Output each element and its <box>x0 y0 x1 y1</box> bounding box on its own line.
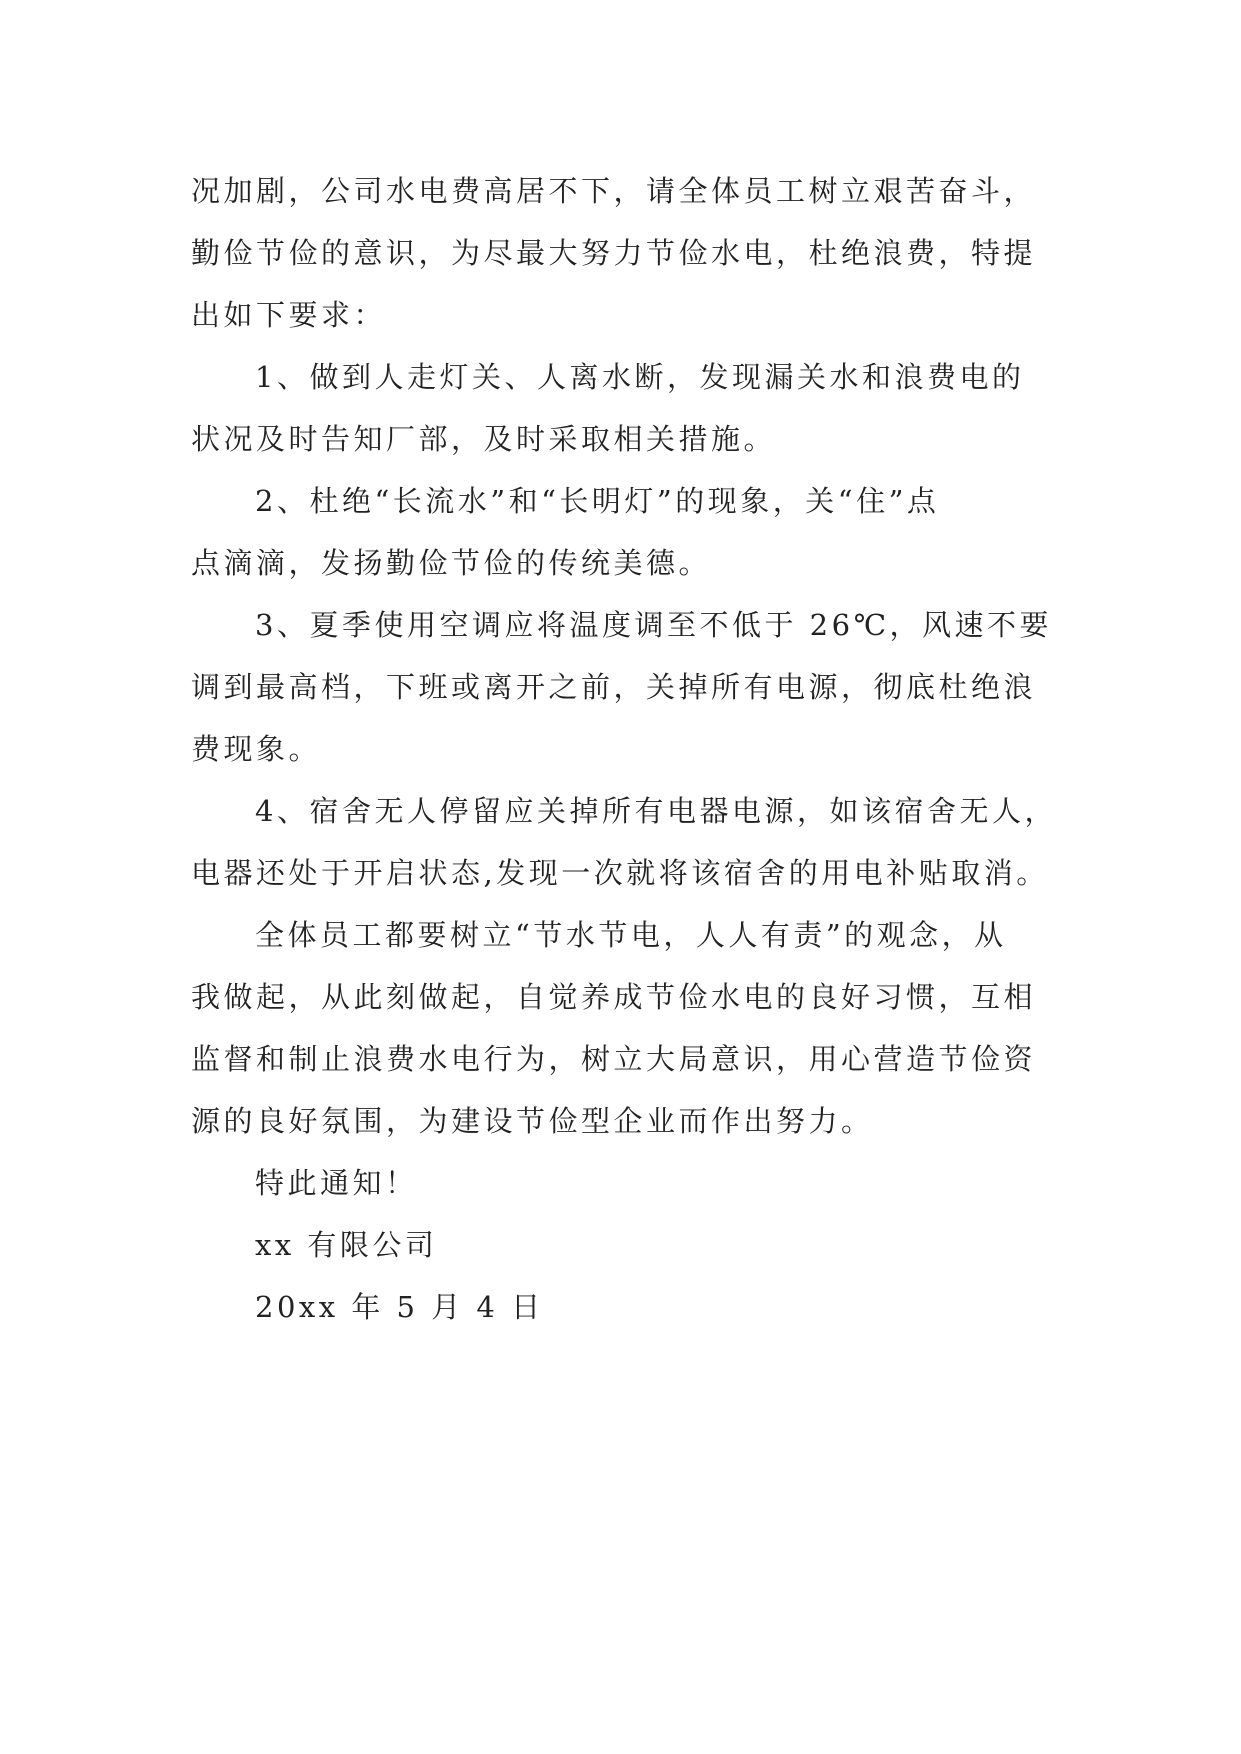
text-line: 状况及时告知厂部，及时采取相关措施。 <box>191 422 777 456</box>
text-line: 源的良好氛围，为建设节俭型企业而作出努力。 <box>191 1104 874 1138</box>
requirement-3-continuation <box>191 656 1051 780</box>
text-line: 20xx 年 5 月 4 日 <box>255 1290 544 1324</box>
text-line: 1、做到人走灯关、人离水断，发现漏关水和浪费电的 <box>255 360 1025 394</box>
document-body <box>191 160 1057 1338</box>
requirement-1-paragraph <box>191 346 1051 408</box>
text-line: 勤俭节俭的意识，为尽最大努力节俭水电，杜绝浪费，特提 <box>191 236 1037 270</box>
text-line: 况加剧，公司水电费高居不下，请全体员工树立艰苦奋斗， <box>191 174 1037 208</box>
text-line: 我做起，从此刻做起，自觉养成节俭水电的良好习惯，互相 <box>191 980 1037 1014</box>
requirement-1-continuation <box>191 408 1051 470</box>
text-line: 调到最高档，下班或离开之前，关掉所有电源，彻底杜绝浪 <box>191 670 1037 704</box>
text-line: 3、夏季使用空调应将温度调至不低于 26℃，风速不要 <box>255 608 1053 642</box>
text-line: 4、宿舍无人停留应关掉所有电器电源，如该宿舍无人， <box>255 794 1057 828</box>
text-line: 出如下要求： <box>191 298 387 332</box>
text-line: 全体员工都要树立“节水节电，人人有责”的观念，从 <box>255 918 1007 952</box>
text-line: 点滴滴，发扬勤俭节俭的传统美德。 <box>191 546 712 580</box>
closing-paragraph <box>191 904 1051 966</box>
text-line: 特此通知！ <box>255 1166 418 1200</box>
notice-line <box>191 1152 1051 1214</box>
requirement-2-continuation <box>191 532 1051 594</box>
document-date <box>191 1276 1051 1338</box>
requirement-3-paragraph <box>191 594 1051 656</box>
text-line: 电器还处于开启状态,发现一次就将该宿舍的用电补贴取消。 <box>191 856 1049 890</box>
text-line: 监督和制止浪费水电行为，树立大局意识，用心营造节俭资 <box>191 1042 1037 1076</box>
intro-paragraph <box>191 160 1051 346</box>
text-line: 2、杜绝“长流水”和“长明灯”的现象，关“住”点 <box>255 484 940 518</box>
closing-continuation <box>191 966 1051 1152</box>
requirement-4-paragraph <box>191 780 1057 842</box>
text-line: 费现象。 <box>191 732 322 766</box>
text-line: xx 有限公司 <box>255 1228 438 1262</box>
requirement-4-continuation <box>191 842 1051 904</box>
requirement-2-paragraph <box>191 470 1051 532</box>
company-name <box>191 1214 1051 1276</box>
